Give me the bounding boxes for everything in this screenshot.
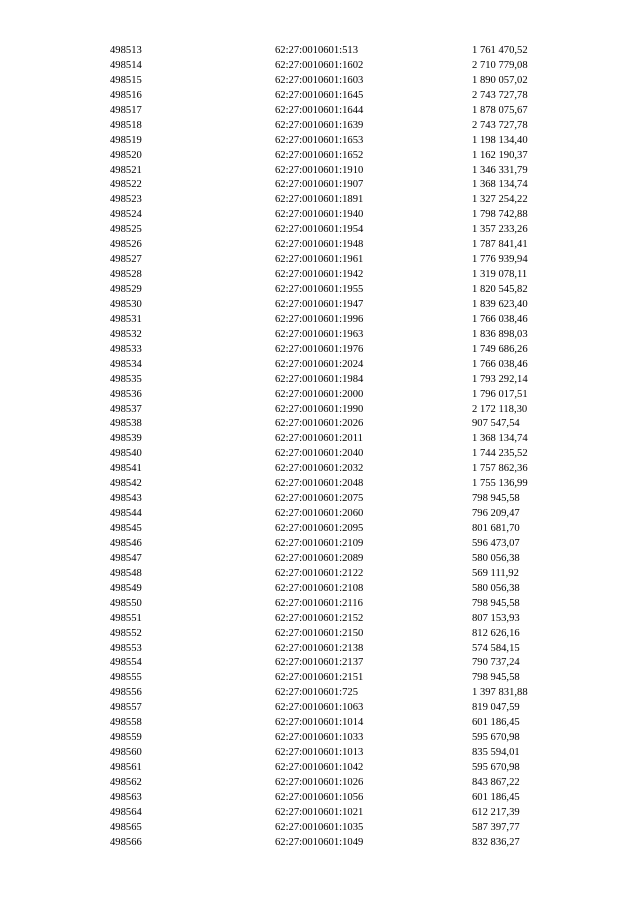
value-cell: 1 757 862,36 (472, 463, 528, 475)
cadastral-number-cell: 62:27:0010601:1907 (275, 179, 364, 191)
value-cell: 595 670,98 (472, 732, 520, 744)
row-id-cell: 498557 (110, 702, 142, 714)
cadastral-number-cell: 62:27:0010601:1639 (275, 119, 364, 131)
table-row (0, 492, 640, 507)
value-cell: 1 796 017,51 (472, 388, 528, 400)
value-cell: 907 547,54 (472, 418, 520, 430)
table-row (0, 791, 640, 806)
value-cell: 1 744 235,52 (472, 448, 528, 460)
value-cell: 796 209,47 (472, 508, 520, 520)
cadastral-number-cell: 62:27:0010601:1948 (275, 239, 364, 251)
row-id-cell: 498521 (110, 164, 142, 176)
row-id-cell: 498553 (110, 642, 142, 654)
row-id-cell: 498514 (110, 59, 142, 71)
row-id-cell: 498555 (110, 672, 142, 684)
cadastral-number-cell: 62:27:0010601:1984 (275, 373, 364, 385)
value-cell: 569 111,92 (472, 567, 519, 579)
value-cell: 1 820 545,82 (472, 284, 528, 295)
row-id-cell: 498526 (110, 239, 142, 251)
row-id-cell: 498544 (110, 508, 142, 520)
row-id-cell: 498543 (110, 493, 142, 505)
row-id-cell: 498538 (110, 418, 142, 430)
value-cell: 601 186,45 (472, 717, 520, 729)
table-row (0, 74, 640, 89)
table-row (0, 477, 640, 492)
value-cell: 601 186,45 (472, 791, 520, 803)
table-row (0, 701, 640, 716)
value-cell: 1 346 331,79 (472, 164, 528, 176)
cadastral-number-cell: 62:27:0010601:1653 (275, 134, 364, 146)
value-cell: 1 766 038,46 (472, 313, 528, 325)
row-id-cell: 498532 (110, 328, 142, 340)
cadastral-number-cell: 62:27:0010601:1056 (275, 791, 364, 803)
row-id-cell: 498558 (110, 717, 142, 729)
row-id-cell: 498517 (110, 104, 142, 116)
cadastral-number-cell: 62:27:0010601:2024 (275, 358, 364, 370)
row-id-cell: 498566 (110, 836, 142, 848)
row-id-cell: 498547 (110, 552, 142, 564)
table-row (0, 44, 640, 59)
table-row (0, 522, 640, 537)
cadastral-number-cell: 62:27:0010601:1942 (275, 269, 364, 281)
table-row (0, 507, 640, 522)
row-id-cell: 498554 (110, 657, 142, 669)
table-row (0, 716, 640, 731)
value-cell: 2 172 118,30 (472, 403, 528, 415)
table-row (0, 403, 640, 418)
cadastral-number-cell: 62:27:0010601:2138 (275, 642, 364, 654)
cadastral-number-cell: 62:27:0010601:1013 (275, 747, 364, 759)
value-cell: 580 056,38 (472, 582, 520, 594)
cadastral-number-cell: 62:27:0010601:2089 (275, 552, 364, 564)
cadastral-number-cell: 62:27:0010601:2116 (275, 597, 363, 609)
cadastral-number-cell: 62:27:0010601:1954 (275, 224, 364, 236)
table-row (0, 134, 640, 149)
cadastral-number-cell: 62:27:0010601:2122 (275, 567, 364, 579)
value-cell: 801 681,70 (472, 523, 520, 534)
row-id-cell: 498552 (110, 627, 142, 639)
table-row (0, 149, 640, 164)
cadastral-number-cell: 62:27:0010601:1940 (275, 209, 364, 221)
cadastral-number-cell: 62:27:0010601:2060 (275, 508, 364, 520)
row-id-cell: 498515 (110, 74, 142, 86)
value-cell: 1 878 075,67 (472, 104, 528, 116)
cadastral-number-cell: 62:27:0010601:1652 (275, 149, 364, 161)
row-id-cell: 498528 (110, 269, 142, 281)
value-cell: 1 787 841,41 (472, 239, 528, 251)
data-table (0, 44, 640, 851)
cadastral-number-cell: 62:27:0010601:2152 (275, 612, 364, 624)
value-cell: 1 755 136,99 (472, 478, 528, 490)
table-row (0, 104, 640, 119)
row-id-cell: 498531 (110, 313, 142, 325)
table-row (0, 432, 640, 447)
cadastral-number-cell: 62:27:0010601:725 (275, 687, 358, 699)
cadastral-number-cell: 62:27:0010601:1602 (275, 59, 364, 71)
table-row (0, 761, 640, 776)
cadastral-number-cell: 62:27:0010601:1644 (275, 104, 364, 116)
cadastral-number-cell: 62:27:0010601:2075 (275, 493, 364, 505)
row-id-cell: 498536 (110, 388, 142, 400)
cadastral-number-cell: 62:27:0010601:1990 (275, 403, 364, 415)
cadastral-number-cell: 62:27:0010601:2040 (275, 448, 364, 460)
table-row (0, 836, 640, 851)
table-row (0, 686, 640, 701)
table-row (0, 298, 640, 313)
value-cell: 812 626,16 (472, 627, 520, 639)
value-cell: 1 162 190,37 (472, 149, 528, 161)
row-id-cell: 498516 (110, 89, 142, 101)
row-id-cell: 498537 (110, 403, 142, 415)
table-row (0, 328, 640, 343)
row-id-cell: 498542 (110, 478, 142, 490)
table-row (0, 821, 640, 836)
cadastral-number-cell: 62:27:0010601:1603 (275, 74, 364, 86)
table-row (0, 119, 640, 134)
table-row (0, 223, 640, 238)
cadastral-number-cell: 62:27:0010601:2150 (275, 627, 364, 639)
row-id-cell: 498562 (110, 776, 142, 788)
value-cell: 1 198 134,40 (472, 134, 528, 146)
cadastral-number-cell: 62:27:0010601:1035 (275, 821, 364, 833)
cadastral-number-cell: 62:27:0010601:1947 (275, 298, 364, 310)
value-cell: 595 670,98 (472, 762, 520, 773)
cadastral-number-cell: 62:27:0010601:2000 (275, 388, 364, 400)
table-row (0, 746, 640, 761)
row-id-cell: 498533 (110, 343, 142, 355)
value-cell: 832 836,27 (472, 836, 520, 848)
cadastral-number-cell: 62:27:0010601:1996 (275, 313, 364, 325)
cadastral-number-cell: 62:27:0010601:2151 (275, 672, 364, 684)
table-row (0, 253, 640, 268)
value-cell: 587 397,77 (472, 821, 520, 833)
value-cell: 798 945,58 (472, 493, 520, 505)
table-row (0, 313, 640, 328)
value-cell: 1 798 742,88 (472, 209, 528, 221)
row-id-cell: 498556 (110, 687, 142, 699)
table-row (0, 656, 640, 671)
value-cell: 1 749 686,26 (472, 343, 528, 355)
value-cell: 596 473,07 (472, 537, 520, 549)
value-cell: 1 766 038,46 (472, 358, 528, 370)
value-cell: 843 867,22 (472, 776, 520, 788)
cadastral-number-cell: 62:27:0010601:2108 (275, 582, 364, 594)
table-row (0, 358, 640, 373)
row-id-cell: 498540 (110, 448, 142, 460)
row-id-cell: 498546 (110, 537, 142, 549)
value-cell: 1 793 292,14 (472, 373, 528, 385)
cadastral-number-cell: 62:27:0010601:1961 (275, 254, 364, 266)
value-cell: 1 761 470,52 (472, 45, 528, 56)
row-id-cell: 498550 (110, 597, 142, 609)
row-id-cell: 498545 (110, 523, 142, 534)
table-row (0, 447, 640, 462)
cadastral-number-cell: 62:27:0010601:1014 (275, 717, 364, 729)
cadastral-number-cell: 62:27:0010601:513 (275, 45, 358, 56)
row-id-cell: 498513 (110, 45, 142, 56)
value-cell: 798 945,58 (472, 672, 520, 684)
row-id-cell: 498534 (110, 358, 142, 370)
table-row (0, 537, 640, 552)
cadastral-number-cell: 62:27:0010601:2026 (275, 418, 364, 430)
table-row (0, 59, 640, 74)
value-cell: 2 743 727,78 (472, 89, 528, 101)
value-cell: 1 327 254,22 (472, 194, 528, 206)
table-row (0, 268, 640, 283)
table-row (0, 164, 640, 179)
value-cell: 798 945,58 (472, 597, 520, 609)
cadastral-number-cell: 62:27:0010601:1042 (275, 762, 364, 773)
cadastral-number-cell: 62:27:0010601:2048 (275, 478, 364, 490)
value-cell: 2 743 727,78 (472, 119, 528, 131)
cadastral-number-cell: 62:27:0010601:2137 (275, 657, 364, 669)
row-id-cell: 498535 (110, 373, 142, 385)
table-row (0, 671, 640, 686)
table-row (0, 417, 640, 432)
cadastral-number-cell: 62:27:0010601:1955 (275, 284, 364, 295)
cadastral-number-cell: 62:27:0010601:1976 (275, 343, 364, 355)
cadastral-number-cell: 62:27:0010601:1963 (275, 328, 364, 340)
row-id-cell: 498548 (110, 567, 142, 579)
table-row (0, 462, 640, 477)
value-cell: 1 776 939,94 (472, 254, 528, 266)
row-id-cell: 498564 (110, 806, 142, 818)
table-row (0, 612, 640, 627)
value-cell: 807 153,93 (472, 612, 520, 624)
table-row (0, 373, 640, 388)
value-cell: 819 047,59 (472, 702, 520, 714)
value-cell: 612 217,39 (472, 806, 520, 818)
table-row (0, 193, 640, 208)
value-cell: 1 890 057,02 (472, 74, 528, 86)
table-row (0, 627, 640, 642)
cadastral-number-cell: 62:27:0010601:1026 (275, 776, 364, 788)
row-id-cell: 498561 (110, 762, 142, 773)
value-cell: 1 368 134,74 (472, 433, 528, 445)
cadastral-number-cell: 62:27:0010601:1049 (275, 836, 364, 848)
cadastral-number-cell: 62:27:0010601:1021 (275, 806, 364, 818)
row-id-cell: 498525 (110, 224, 142, 236)
table-row (0, 89, 640, 104)
cadastral-number-cell: 62:27:0010601:1063 (275, 702, 364, 714)
value-cell: 1 836 898,03 (472, 328, 528, 340)
row-id-cell: 498541 (110, 463, 142, 475)
row-id-cell: 498520 (110, 149, 142, 161)
value-cell: 580 056,38 (472, 552, 520, 564)
row-id-cell: 498523 (110, 194, 142, 206)
table-row (0, 567, 640, 582)
cadastral-number-cell: 62:27:0010601:1033 (275, 732, 364, 744)
row-id-cell: 498565 (110, 821, 142, 833)
row-id-cell: 498524 (110, 209, 142, 221)
value-cell: 1 319 078,11 (472, 269, 528, 281)
cadastral-number-cell: 62:27:0010601:1645 (275, 89, 364, 101)
table-row (0, 582, 640, 597)
row-id-cell: 498559 (110, 732, 142, 744)
value-cell: 1 368 134,74 (472, 179, 528, 191)
table-row (0, 552, 640, 567)
value-cell: 1 839 623,40 (472, 298, 528, 310)
cadastral-number-cell: 62:27:0010601:2011 (275, 433, 363, 445)
value-cell: 1 357 233,26 (472, 224, 528, 236)
table-row (0, 642, 640, 657)
value-cell: 1 397 831,88 (472, 687, 528, 699)
row-id-cell: 498563 (110, 791, 142, 803)
row-id-cell: 498530 (110, 298, 142, 310)
table-row (0, 208, 640, 223)
row-id-cell: 498518 (110, 119, 142, 131)
table-row (0, 238, 640, 253)
table-row (0, 178, 640, 193)
table-row (0, 283, 640, 298)
row-id-cell: 498560 (110, 747, 142, 759)
cadastral-number-cell: 62:27:0010601:2032 (275, 463, 364, 475)
row-id-cell: 498527 (110, 254, 142, 266)
row-id-cell: 498522 (110, 179, 142, 191)
table-row (0, 806, 640, 821)
table-row (0, 388, 640, 403)
cadastral-number-cell: 62:27:0010601:2109 (275, 537, 364, 549)
table-row (0, 776, 640, 791)
cadastral-number-cell: 62:27:0010601:1910 (275, 164, 364, 176)
table-row (0, 343, 640, 358)
row-id-cell: 498519 (110, 134, 142, 146)
value-cell: 790 737,24 (472, 657, 520, 669)
value-cell: 574 584,15 (472, 642, 520, 654)
row-id-cell: 498539 (110, 433, 142, 445)
cadastral-number-cell: 62:27:0010601:1891 (275, 194, 364, 206)
value-cell: 835 594,01 (472, 747, 520, 759)
row-id-cell: 498529 (110, 284, 142, 295)
cadastral-number-cell: 62:27:0010601:2095 (275, 523, 364, 534)
table-row (0, 731, 640, 746)
row-id-cell: 498549 (110, 582, 142, 594)
value-cell: 2 710 779,08 (472, 59, 528, 71)
table-row (0, 597, 640, 612)
row-id-cell: 498551 (110, 612, 142, 624)
